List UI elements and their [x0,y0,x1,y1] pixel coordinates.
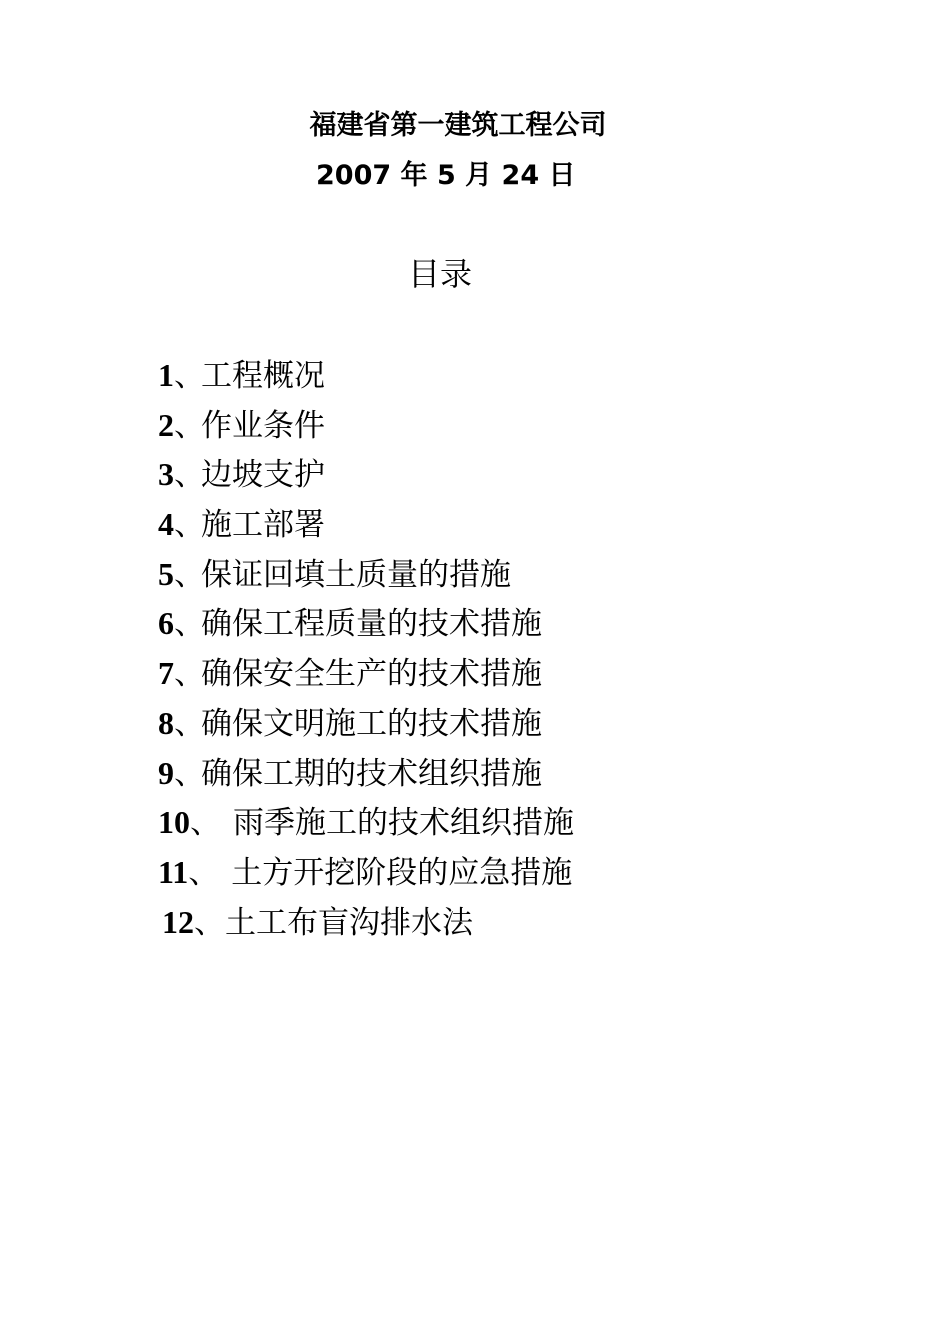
toc-item-text: 边坡支护 [201,457,325,494]
table-of-contents [158,352,574,948]
toc-item-text: 雨季施工的技术组织措施 [233,805,574,842]
toc-item [158,750,574,800]
toc-item [158,600,574,650]
toc-item-number: 2 [158,406,174,443]
toc-item [158,849,574,899]
toc-item [158,650,574,700]
toc-item-number: 5 [158,555,174,592]
toc-item-separator: 、 [174,507,205,544]
toc-item-text: 作业条件 [201,407,325,444]
toc-item [158,501,574,551]
toc-item-number: 11 [158,853,189,890]
toc-item [158,799,574,849]
toc-item-separator: 、 [174,556,205,593]
toc-item-separator: 、 [174,358,205,394]
toc-item [158,700,574,750]
toc-item-number: 12 [162,903,194,940]
toc-title: 目录 [408,255,473,293]
toc-item-text: 施工部署 [201,507,325,544]
toc-item-separator: 、 [174,656,205,693]
toc-item [158,352,574,402]
toc-item [158,551,574,601]
toc-item-text: 保证回填土质量的措施 [201,556,511,593]
toc-item [162,899,574,949]
toc-item-separator: 、 [174,606,205,643]
toc-item-separator: 、 [174,407,205,444]
toc-item-text: 工程概况 [201,358,325,394]
toc-item-number: 3 [158,456,174,493]
toc-item-number: 10 [158,804,190,841]
toc-item-number: 9 [158,754,174,791]
toc-item-text: 土工布盲沟排水法 [225,904,473,941]
toc-item-separator: 、 [188,854,220,891]
toc-item-separator: 、 [190,805,221,842]
toc-item-number: 7 [158,655,174,692]
toc-item-text: 确保工程质量的技术措施 [201,606,542,643]
toc-item-text: 确保文明施工的技术措施 [201,705,542,742]
toc-item-number: 6 [158,605,174,642]
toc-item [158,402,574,452]
toc-item-number: 1 [158,357,174,393]
company-name: 福建省第一建筑工程公司 [309,110,607,141]
toc-item-text: 土方开挖阶段的应急措施 [231,854,573,891]
document-date: 2007 年 5 月 24 日 [316,160,576,191]
toc-item-text: 确保安全生产的技术措施 [201,656,542,693]
toc-item-separator: 、 [174,457,205,494]
toc-item-separator: 、 [174,755,205,792]
toc-item-number: 8 [158,704,174,741]
toc-item-text: 确保工期的技术组织措施 [201,755,542,792]
toc-item [158,451,574,501]
toc-item-separator: 、 [194,904,225,941]
toc-item-separator: 、 [174,705,205,742]
toc-item-number: 4 [158,506,174,543]
